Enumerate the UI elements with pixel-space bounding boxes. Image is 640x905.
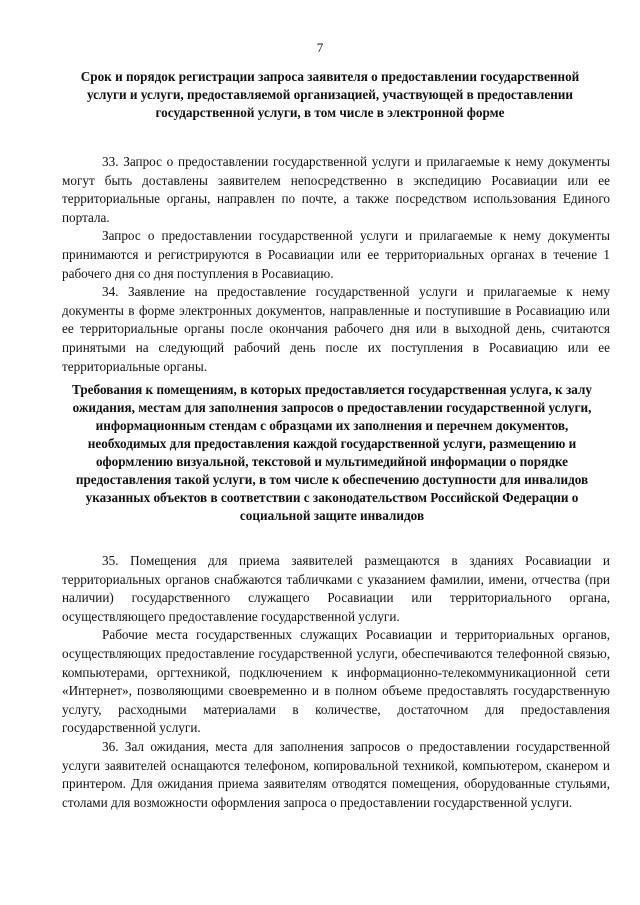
section-heading-premises: Требования к помещениям, в которых предоставляется государственная услуга, к залу ожидания, местам для заполнения запросов о предоставлении государственной услуги, информационным стендам с образцами их заполнения и перечнем документов, необходимых для предоставления каждой государственной услуги, размещению и оформлению визуальной, текстовой и мультимедийной информации о порядке предоставления такой услуги, в том числе к обеспечению доступности для инвалидов указанных объектов в соответствии с законодательством Российской Федерации о социальной защите инвалидов <box>72 382 592 523</box>
paragraph-35-workplaces: Рабочие места государственных служащих Росавиации и территориальных органов, осуществляющих предоставление государственной услуги, обеспечиваются телефонной связью, компьютерами, оргтехникой, подключением к информационно-телекоммуникационной сети «Интернет», позволяющими своевременно и в полном объеме предоставлять государственную услугу, расходными материалами в количестве, достаточном для предоставления государственной услуги. <box>62 627 610 736</box>
paragraph-33-registration: Запрос о предоставлении государственной услуги и прилагаемые к нему документы принимаются и регистрируются в Росавиации или ее территориальных органах в течение 1 рабочего дня со дня поступления в Росавиацию. <box>62 228 610 281</box>
paragraph-35: 35. Помещения для приема заявителей размещаются в зданиях Росавиации и территориальных органов снабжаются табличками с указанием фамилии, имени, отчества (при наличии) государственного служащего Росавиации или территориального органа, осуществляющего предоставление государственной услуги. <box>62 553 610 624</box>
paragraph-33: 33. Запрос о предоставлении государственной услуги и прилагаемые к нему документы могут быть доставлены заявителем непосредственно в экспедицию Росавиации или ее территориальные органы, направлен по почте, а также посредством использования Единого портала. <box>62 154 610 225</box>
paragraph-34: 34. Заявление на предоставление государственной услуги и прилагаемые к нему документы в форме электронных документов, направленные и поступившие в Росавиацию или ее территориальные органы после окончания рабочего дня или в выходной день, считаются принятыми на следующий рабочий день после их поступления в Росавиацию или ее территориальные органы. <box>62 284 610 374</box>
paragraph-36: 36. Зал ожидания, места для заполнения запросов о предоставлении государственной услуги заявителей оснащаются телефоном, копировальной техникой, компьютером, сканером и принтером. Для ожидания приема заявителям отводятся помещения, оборудованные стульями, столами для возможности оформления запроса о предоставлении государственной услуги. <box>62 738 610 810</box>
page-number: 7 <box>316 40 324 55</box>
section-body-registration <box>62 153 610 376</box>
section-heading-registration: Срок и порядок регистрации запроса заявителя о предоставлении государственной услуги и услуги, предоставляемой организацией, участвующей в предоставлении государственной услуги, в том числе в электронной форме <box>80 69 580 120</box>
section-body-premises <box>62 552 610 812</box>
